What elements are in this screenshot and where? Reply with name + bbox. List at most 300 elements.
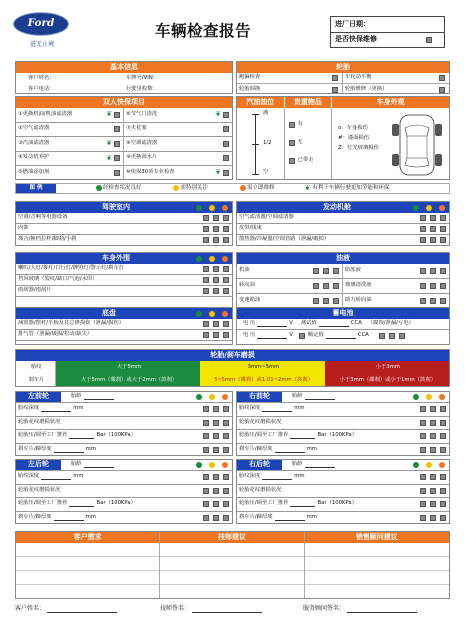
status-checkbox[interactable] (430, 283, 436, 289)
status-checkbox[interactable] (223, 226, 229, 232)
check-row: 空气滤清器/空调滤清器 (237, 213, 449, 224)
status-checks (203, 266, 232, 272)
status-checkbox[interactable] (430, 515, 436, 521)
status-checkbox[interactable] (430, 488, 436, 494)
status-checkbox[interactable] (203, 488, 209, 494)
wheel-header: 右前轮 胎龄 (237, 392, 449, 403)
status-dot[interactable] (413, 462, 419, 468)
ford-logo (13, 12, 69, 36)
status-checkbox[interactable] (223, 515, 229, 521)
quick-item: ⑥节气门清洗 ❦ (124, 108, 232, 123)
status-checkbox[interactable] (213, 237, 219, 243)
status-checkbox[interactable] (440, 447, 446, 453)
quick-item-checkbox[interactable] (223, 141, 229, 147)
status-checks (203, 433, 232, 439)
quick-right-list (124, 108, 232, 180)
exterior-panel: o：车身损伤 #：漆面损伤 Z：灯光玻璃损伤 (332, 108, 449, 180)
measure-input[interactable] (262, 406, 292, 412)
engine-header: 发动机舱 (237, 202, 449, 213)
eco-leaf-icon: ❦ (106, 139, 112, 148)
status-checkbox[interactable] (203, 433, 209, 439)
status-checks (420, 237, 449, 243)
status-checkbox[interactable] (420, 420, 426, 426)
status-dot[interactable] (222, 256, 228, 262)
customer-needs[interactable]: 客户需求 (16, 532, 160, 598)
status-checkbox[interactable] (223, 501, 229, 507)
status-checkbox[interactable] (440, 298, 446, 304)
tread-warn: 3mm~5mm (200, 361, 324, 374)
tread-bad: 小于3mm (325, 361, 449, 374)
quick-item-checkbox[interactable] (114, 170, 120, 176)
align-check[interactable] (332, 75, 338, 81)
vehicle-status-section (236, 96, 450, 180)
status-checkbox[interactable] (203, 226, 209, 232)
tread-good: 大于5mm (56, 361, 200, 374)
status-checkbox[interactable] (420, 474, 426, 480)
wheel-row: 轮胎花纹磨损状况 (237, 485, 449, 499)
oil-row: 转向油 玻璃清洗液 (237, 279, 449, 294)
cabin-header: 驾驶室内 (16, 202, 232, 213)
status-dots (194, 462, 232, 468)
status-checks (420, 226, 449, 232)
date-row[interactable]: 进厂日期： (335, 19, 370, 28)
tire-age-input[interactable] (84, 462, 114, 468)
check-row: 喇叭/大灯/雾灯/日行灯/牌照灯/警示灯/刹车灯 (16, 264, 232, 275)
status-checkbox[interactable] (213, 321, 219, 327)
status-checks (203, 420, 232, 426)
status-dots (194, 205, 232, 211)
status-dot[interactable] (222, 462, 228, 468)
status-checks (313, 268, 342, 274)
status-checks (420, 215, 449, 221)
status-checkbox[interactable] (430, 406, 436, 412)
status-checkbox[interactable] (420, 515, 426, 521)
status-checkbox[interactable] (420, 226, 426, 232)
advisor-signature[interactable]: 服务顾问签名： (303, 606, 417, 613)
repair-checkbox[interactable] (426, 37, 432, 43)
tire-age-input[interactable] (305, 394, 335, 400)
wheel-row: 轮胎压/调至工厂推荐 Bar（100KPa） (237, 430, 449, 444)
status-checkbox[interactable] (223, 420, 229, 426)
status-checkbox[interactable] (203, 474, 209, 480)
status-checkbox[interactable] (223, 447, 229, 453)
wheel-left-front (15, 391, 233, 456)
status-checkbox[interactable] (420, 406, 426, 412)
fuel-gauge[interactable]: 满 1/2 空 (237, 108, 285, 180)
status-checkbox[interactable] (430, 447, 436, 453)
car-diagram-icon[interactable] (386, 112, 448, 178)
check-row: 挡风玻璃（裂纹/缺口/气泡/水印） (16, 275, 232, 286)
quick-item: ⑧空调滤清器 (124, 137, 232, 152)
quick-item: ⑩快保30项专业检查 ❦ (124, 166, 232, 180)
pressure-input[interactable] (290, 501, 315, 507)
wheel-row: 轮胎花纹磨损状况 (16, 485, 232, 499)
status-checkbox[interactable] (333, 283, 339, 289)
engine-section (236, 201, 450, 246)
wheel-row: 轮胎花纹磨损状况 (16, 417, 232, 431)
check-row: 减震器/摆杆/半轴及其总修损伤（泄漏/损伤） (16, 319, 232, 330)
valuables-yes-check[interactable] (289, 122, 295, 128)
plate-field[interactable]: 车牌号/VIN： (126, 74, 159, 81)
status-checkbox[interactable] (213, 288, 219, 294)
status-checkbox[interactable] (203, 277, 209, 283)
status-dot[interactable] (209, 205, 215, 211)
oil-row: 机油 防冻液 (237, 264, 449, 279)
check-row: 皮带/线束 (237, 224, 449, 235)
check-row: 雨刮器/雨刮片 (16, 286, 232, 297)
status-checks (203, 215, 232, 221)
status-checkbox[interactable] (313, 298, 319, 304)
chassis-section (15, 307, 233, 345)
status-checkbox[interactable] (420, 501, 426, 507)
mileage-field[interactable]: 行驶里程数： (126, 85, 158, 92)
legend-yellow-dot (173, 185, 179, 191)
status-checkbox[interactable] (420, 298, 426, 304)
status-checkbox[interactable] (213, 420, 219, 426)
eco-leaf-icon: ❦ (215, 168, 221, 177)
status-dot[interactable] (439, 394, 445, 400)
check-row: 排气管（泄漏/破损/松动/缺失） (16, 330, 232, 341)
wheel-row: 轮胎花纹磨损状况 (237, 417, 449, 431)
status-checkbox[interactable] (213, 266, 219, 272)
check-row: 离合/换档拉杆/脚刹/手刹 (16, 235, 232, 246)
valuables-taken-check[interactable] (289, 158, 295, 164)
wheel-header: 左后轮 胎龄 (16, 460, 232, 471)
legend-green-dot (96, 185, 102, 191)
status-checkbox[interactable] (203, 406, 209, 412)
status-checkbox[interactable] (430, 298, 436, 304)
quick-item-checkbox[interactable] (223, 112, 229, 118)
status-checks (203, 321, 232, 327)
legend-leaf-icon: ❦ (304, 184, 311, 192)
status-checkbox[interactable] (223, 321, 229, 327)
battery-check[interactable] (299, 333, 305, 339)
status-checkbox[interactable] (420, 488, 426, 494)
quick-item: ④发动机养护 ❦ (16, 152, 123, 167)
status-checkbox[interactable] (420, 283, 426, 289)
status-checkbox[interactable] (430, 215, 436, 221)
status-checkbox[interactable] (430, 268, 436, 274)
status-checks (203, 515, 232, 521)
status-checkbox[interactable] (223, 406, 229, 412)
status-checkbox[interactable] (203, 266, 209, 272)
status-checks (203, 474, 232, 480)
battery-test-input[interactable] (319, 321, 349, 327)
cust-name-field[interactable]: 客户姓名： (28, 74, 55, 81)
status-dot[interactable] (439, 205, 445, 211)
basic-info-section (15, 61, 233, 94)
valuables-header: 贵重物品 (285, 97, 333, 108)
status-checks (420, 433, 449, 439)
quick-item-checkbox[interactable] (114, 112, 120, 118)
status-dot[interactable] (209, 311, 215, 317)
quick-item-checkbox[interactable] (114, 155, 120, 161)
status-checkbox[interactable] (420, 237, 426, 243)
status-checkbox[interactable] (333, 298, 339, 304)
rotate-check[interactable] (332, 87, 338, 93)
status-checkbox[interactable] (313, 268, 319, 274)
quick-item-checkbox[interactable] (223, 126, 229, 132)
cust-phone-field[interactable]: 客户电话： (28, 85, 55, 92)
status-checks (203, 277, 232, 283)
status-checks (203, 332, 232, 338)
battery-rated-input[interactable] (326, 333, 356, 339)
status-dot[interactable] (196, 205, 202, 211)
status-dots (411, 394, 449, 400)
status-dot[interactable] (196, 462, 202, 468)
status-checkbox[interactable] (313, 283, 319, 289)
status-checkbox[interactable] (223, 474, 229, 480)
status-checkbox[interactable] (420, 447, 426, 453)
quick-left-list (16, 108, 124, 180)
valuables-no-check[interactable] (289, 140, 295, 146)
eco-leaf-icon: ❦ (106, 153, 112, 162)
status-dot[interactable] (196, 311, 202, 317)
status-checkbox[interactable] (440, 488, 446, 494)
status-checkbox[interactable] (420, 215, 426, 221)
wheel-row: 胎纹深度 mm (237, 403, 449, 417)
quick-item-checkbox[interactable] (114, 126, 120, 132)
exterior-header: 车身外观 (332, 97, 449, 108)
battery-rated-voltage-input[interactable] (257, 333, 287, 339)
oil-header: 油液 (237, 253, 449, 264)
status-dot[interactable] (222, 394, 228, 400)
status-dot[interactable] (209, 256, 215, 262)
check-row: 空调/音响等电器设备 (16, 213, 232, 224)
check-row: 散热器/冷凝器/空调管路（泄漏/破损） (237, 235, 449, 246)
basic-info-header: 基本信息 (16, 62, 232, 73)
status-dot[interactable] (209, 394, 215, 400)
status-checkbox[interactable] (430, 433, 436, 439)
tire-section: 轮胎 跑偏检查 车轮动平衡 轮胎调换 轮胎维修（更换） (236, 61, 450, 94)
status-checkbox[interactable] (213, 332, 219, 338)
status-checks (420, 420, 449, 426)
header-box (330, 16, 445, 48)
status-checks (420, 488, 449, 494)
status-checkbox[interactable] (430, 420, 436, 426)
chassis-header: 底盘 (16, 308, 232, 319)
oil-section (236, 252, 450, 309)
quick-service-section (15, 96, 233, 180)
status-dots (411, 205, 449, 211)
battery-voltage-input[interactable] (257, 321, 287, 327)
status-checkbox[interactable] (430, 237, 436, 243)
status-checkbox[interactable] (440, 515, 446, 521)
wheel-header: 右后轮 胎龄 (237, 460, 449, 471)
check-row: 内饰 (16, 224, 232, 235)
status-checkbox[interactable] (323, 268, 329, 274)
status-checkbox[interactable] (323, 298, 329, 304)
status-checkbox[interactable] (223, 277, 229, 283)
quick-service-header: 双人快保项目 (16, 97, 232, 108)
status-checkbox[interactable] (223, 288, 229, 294)
status-checkbox[interactable] (223, 237, 229, 243)
status-checks (203, 237, 232, 243)
status-dot[interactable] (413, 205, 419, 211)
status-dots (194, 394, 232, 400)
wheel-right-rear (236, 459, 450, 524)
status-dots (411, 462, 449, 468)
tire-age-input[interactable] (305, 462, 335, 468)
wheel-row: 轮胎压/调至工厂推荐 Bar（100KPa） (16, 430, 232, 444)
status-checkbox[interactable] (213, 515, 219, 521)
status-checkbox[interactable] (440, 283, 446, 289)
status-checks (203, 447, 232, 453)
status-checks (203, 288, 232, 294)
quick-item: ①更换机油/机油滤清器 ❦ (16, 108, 123, 123)
status-checkbox[interactable] (333, 268, 339, 274)
status-checkbox[interactable] (440, 406, 446, 412)
status-checkbox[interactable] (430, 226, 436, 232)
measure-input[interactable] (275, 515, 305, 521)
status-checks (420, 474, 449, 480)
status-dot[interactable] (222, 311, 228, 317)
valuables-options: 有 无 已带走 (285, 108, 333, 180)
wheel-row: 胎纹深度 mm (237, 471, 449, 485)
quick-item-checkbox[interactable] (114, 141, 120, 147)
status-checkbox[interactable] (440, 433, 446, 439)
status-checkbox[interactable] (203, 447, 209, 453)
status-checkbox[interactable] (203, 501, 209, 507)
tech-advice[interactable]: 技师建议 (160, 532, 304, 598)
status-dot[interactable] (413, 394, 419, 400)
wheel-row: 轮胎压/调至工厂推荐 Bar（100KPa） (237, 498, 449, 512)
status-checkbox[interactable] (213, 277, 219, 283)
measure-input[interactable] (54, 515, 84, 521)
notes-section (15, 531, 450, 599)
tech-signature[interactable]: 技师签名： (160, 606, 262, 613)
status-dot[interactable] (426, 462, 432, 468)
repair-row: 是否快保维修 (331, 32, 444, 47)
legend-bar: 图 例 经检查状况良好 需特别关注 需立即维修 ❦ 有利于车辆行驶更加节能和环保 (15, 183, 450, 194)
status-checkbox[interactable] (223, 488, 229, 494)
tire-wear-section: 轮胎/刹车磨损 胎纹 大于5mm 3mm~5mm 小于3mm 刹车片 大于5mm（碟刹）或大于2mm（鼓刹） 3~5mm（碟刹）或1.01~2mm（鼓刹） 小于3mm（碟刹）或小于1mm（鼓刹） (15, 349, 450, 387)
status-checkbox[interactable] (440, 474, 446, 480)
status-checkbox[interactable] (420, 268, 426, 274)
body-header: 车身外围 (16, 253, 232, 264)
status-checkbox[interactable] (203, 332, 209, 338)
status-checkbox[interactable] (420, 433, 426, 439)
status-checks (420, 268, 449, 274)
status-checks (313, 283, 342, 289)
status-checkbox[interactable] (213, 501, 219, 507)
cabin-section (15, 201, 233, 246)
status-checks (313, 298, 342, 304)
measure-input[interactable] (275, 447, 305, 453)
tire-header: 轮胎 (237, 62, 449, 73)
tire-wear-header: 轮胎/刹车磨损 (16, 350, 449, 361)
status-checks (420, 447, 449, 453)
status-dot[interactable] (209, 462, 215, 468)
advisor-advice[interactable]: 销售顾问建议 (305, 532, 449, 598)
status-checks (203, 406, 232, 412)
status-checkbox[interactable] (430, 501, 436, 507)
status-checkbox[interactable] (440, 226, 446, 232)
status-checkbox[interactable] (203, 237, 209, 243)
wheel-row: 刹车片/蹄厚度 mm (237, 512, 449, 525)
wheel-header: 左前轮 胎龄 (16, 392, 232, 403)
eco-leaf-icon: ❦ (215, 110, 221, 119)
status-dot[interactable] (196, 394, 202, 400)
status-dot[interactable] (439, 462, 445, 468)
status-checkbox[interactable] (223, 433, 229, 439)
wheel-row: 刹车片/蹄厚度 mm (16, 444, 232, 457)
status-checkbox[interactable] (440, 420, 446, 426)
pressure-input[interactable] (290, 433, 315, 439)
status-checkbox[interactable] (223, 266, 229, 272)
status-dot[interactable] (196, 256, 202, 262)
status-checkbox[interactable] (430, 474, 436, 480)
status-checks (420, 515, 449, 521)
status-checkbox[interactable] (203, 215, 209, 221)
quick-item: ⑦火花塞 (124, 123, 232, 138)
status-checkbox[interactable] (203, 515, 209, 521)
wheel-row: 刹车片/蹄厚度 mm (237, 444, 449, 457)
status-checks (203, 501, 232, 507)
measure-input[interactable] (41, 406, 71, 412)
legend-orange-dot (240, 185, 246, 191)
body-section (15, 252, 233, 309)
status-dots (194, 256, 232, 262)
status-checkbox[interactable] (213, 488, 219, 494)
tire-age-input[interactable] (84, 394, 114, 400)
measure-input[interactable] (41, 474, 71, 480)
status-dot[interactable] (426, 205, 432, 211)
wheel-left-rear (15, 459, 233, 524)
pressure-input[interactable] (69, 433, 94, 439)
status-dot[interactable] (222, 205, 228, 211)
status-checkbox[interactable] (440, 215, 446, 221)
balance-check[interactable] (439, 75, 445, 81)
status-checkbox[interactable] (213, 474, 219, 480)
oil-row: 变速箱油 助力转向油 (237, 294, 449, 309)
quick-item-checkbox[interactable] (223, 170, 229, 176)
status-dot[interactable] (426, 394, 432, 400)
quick-item: ③汽油滤清器 ❦ (16, 137, 123, 152)
wheel-row: 轮胎压/调至工厂推荐 Bar（100KPa） (16, 498, 232, 512)
status-checkbox[interactable] (213, 447, 219, 453)
measure-input[interactable] (262, 474, 292, 480)
customer-signature[interactable]: 客户姓名： (15, 606, 117, 613)
page-title: 车辆检查报告 (155, 22, 252, 40)
status-checkbox[interactable] (323, 283, 329, 289)
status-checkbox[interactable] (203, 321, 209, 327)
status-checkbox[interactable] (223, 215, 229, 221)
status-checkbox[interactable] (223, 332, 229, 338)
quick-item-checkbox[interactable] (223, 155, 229, 161)
status-checkbox[interactable] (203, 420, 209, 426)
status-checkbox[interactable] (440, 268, 446, 274)
wheel-row: 刹车片/蹄厚度 mm (16, 512, 232, 525)
status-checkbox[interactable] (213, 226, 219, 232)
status-checkbox[interactable] (213, 215, 219, 221)
status-dots (194, 311, 232, 317)
measure-input[interactable] (54, 447, 84, 453)
status-checkbox[interactable] (440, 237, 446, 243)
status-checkbox[interactable] (440, 501, 446, 507)
status-checkbox[interactable] (203, 288, 209, 294)
pressure-input[interactable] (69, 501, 94, 507)
battery-header: 蓄电池 (237, 308, 449, 319)
quick-item: ②空气滤清器 (16, 123, 123, 138)
status-checkbox[interactable] (213, 406, 219, 412)
wheel-row: 胎纹深度 mm (16, 403, 232, 417)
repair-tire-check[interactable] (439, 87, 445, 93)
fuel-header: 汽油油位 (237, 97, 285, 108)
battery-section: 蓄电池 电 压 V 测试值 CCA （腐蚀/泄漏/亏电） 电 压 V 额定值 CCA (236, 307, 450, 345)
status-checks (420, 406, 449, 412)
status-checkbox[interactable] (213, 433, 219, 439)
